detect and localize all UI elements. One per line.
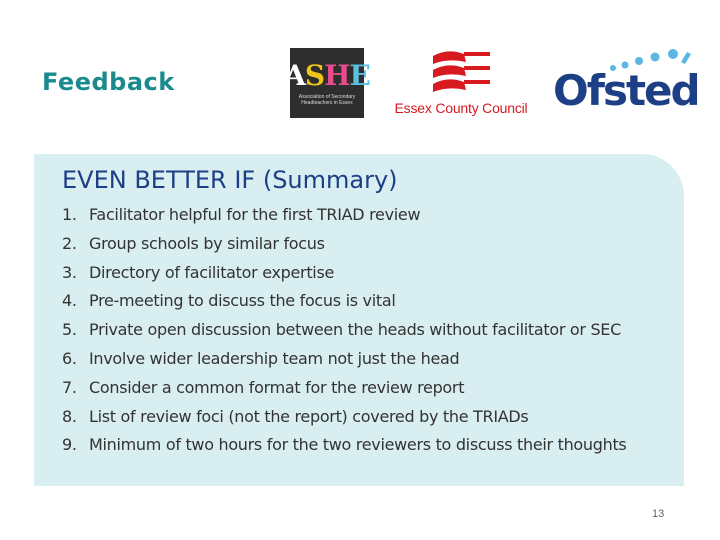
list-item: 8. List of review foci (not the report) covered by the TRIADs — [62, 406, 529, 426]
list-item: 3. Directory of facilitator expertise — [62, 262, 335, 282]
list-item: 2. Group schools by similar focus — [62, 233, 325, 253]
slide-title: Feedback — [42, 68, 175, 96]
list-item: 1. Facilitator helpful for the first TRIAD review — [62, 205, 421, 224]
list-item: 9. Minimum of two hours for the two reviewers to discuss their thoughts — [62, 435, 627, 455]
ashe-subtitle: Association of Secondary Headteachers in Essex — [298, 93, 356, 106]
list-item: 6. Involve wider leadership team not just the head — [62, 348, 460, 368]
essex-county-council-logo — [388, 46, 534, 120]
ecc-name: Essex County Council — [394, 100, 528, 116]
list-item: 4. Pre-meeting to discuss the focus is vital — [62, 291, 396, 311]
page-number: 13 — [652, 508, 665, 520]
panel-heading: EVEN BETTER IF (Summary) — [62, 166, 398, 194]
ofsted-name: Ofsted — [553, 66, 699, 115]
essex-seaxes-icon — [388, 46, 534, 102]
ashe-logo — [284, 48, 370, 118]
ashe-wordmark: ASHE — [284, 58, 370, 92]
ofsted-logo — [553, 46, 699, 120]
list-item: 5. Private open discussion between the heads without facilitator or SEC — [62, 320, 621, 340]
feedback-list — [62, 204, 626, 463]
list-item: 7. Consider a common format for the review report — [62, 377, 465, 397]
